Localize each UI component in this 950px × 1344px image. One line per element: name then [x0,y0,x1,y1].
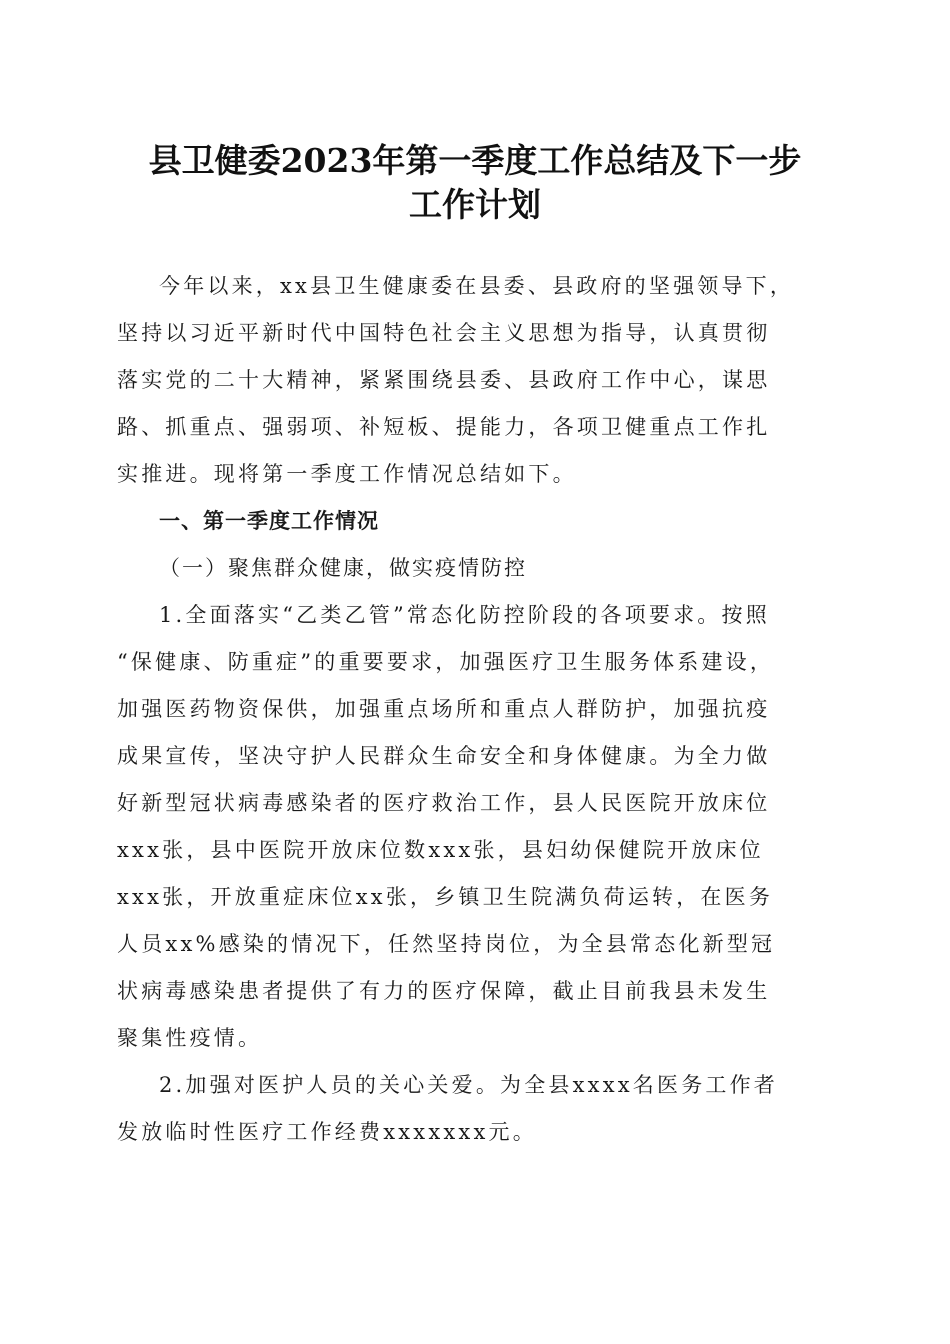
item-2-line: 2.加强对医护人员的关心关爱。为全县xxxx名医务工作者 [159,1073,779,1097]
item-1-line: 加强医药物资保供，加强重点场所和重点人群防护，加强抗疫 [117,697,771,721]
item-1-line: 1.全面落实“乙类乙管”常态化防控阶段的各项要求。按照 [159,603,770,627]
item-1-line: xxx张，开放重症床位xx张，乡镇卫生院满负荷运转，在医务 [117,885,774,909]
item-1-line: xxx张，县中医院开放床位数xxx张，县妇幼保健院开放床位 [117,838,764,862]
item-2-paragraph [117,1062,837,1156]
intro-paragraph [117,263,837,498]
item-1-line: 状病毒感染患者提供了有力的医疗保障，截止目前我县未发生 [117,979,771,1003]
intro-line: 路、抓重点、强弱项、补短板、提能力，各项卫健重点工作扎 [117,415,771,439]
item-1-line: 好新型冠状病毒感染者的医疗救治工作，县人民医院开放床位 [117,791,771,815]
section-heading: 一、第一季度工作情况 [159,509,379,533]
document-title-line-1: 县卫健委2023年第一季度工作总结及下一步 [148,141,802,180]
intro-line: 今年以来，xx县卫生健康委在县委、县政府的坚强领导下， [159,274,795,298]
intro-line: 落实党的二十大精神，紧紧围绕县委、县政府工作中心，谋思 [117,368,771,392]
item-2-line: 发放临时性医疗工作经费xxxxxxx元。 [117,1120,537,1144]
item-1-line: 成果宣传，坚决守护人民群众生命安全和身体健康。为全力做 [117,744,771,768]
intro-line: 实推进。现将第一季度工作情况总结如下。 [117,462,577,486]
item-1-line: 人员xx%感染的情况下，任然坚持岗位，为全县常态化新型冠 [117,932,776,956]
subsection-heading: （一）聚焦群众健康，做实疫情防控 [159,556,527,580]
item-1-line: 聚集性疫情。 [117,1026,263,1050]
item-1-paragraph [117,592,837,1062]
document-title-line-2: 工作计划 [409,185,541,224]
intro-line: 坚持以习近平新时代中国特色社会主义思想为指导，认真贯彻 [117,321,771,345]
document-body [117,263,837,1156]
item-1-line: “保健康、防重症”的重要要求，加强医疗卫生服务体系建设， [117,650,775,674]
